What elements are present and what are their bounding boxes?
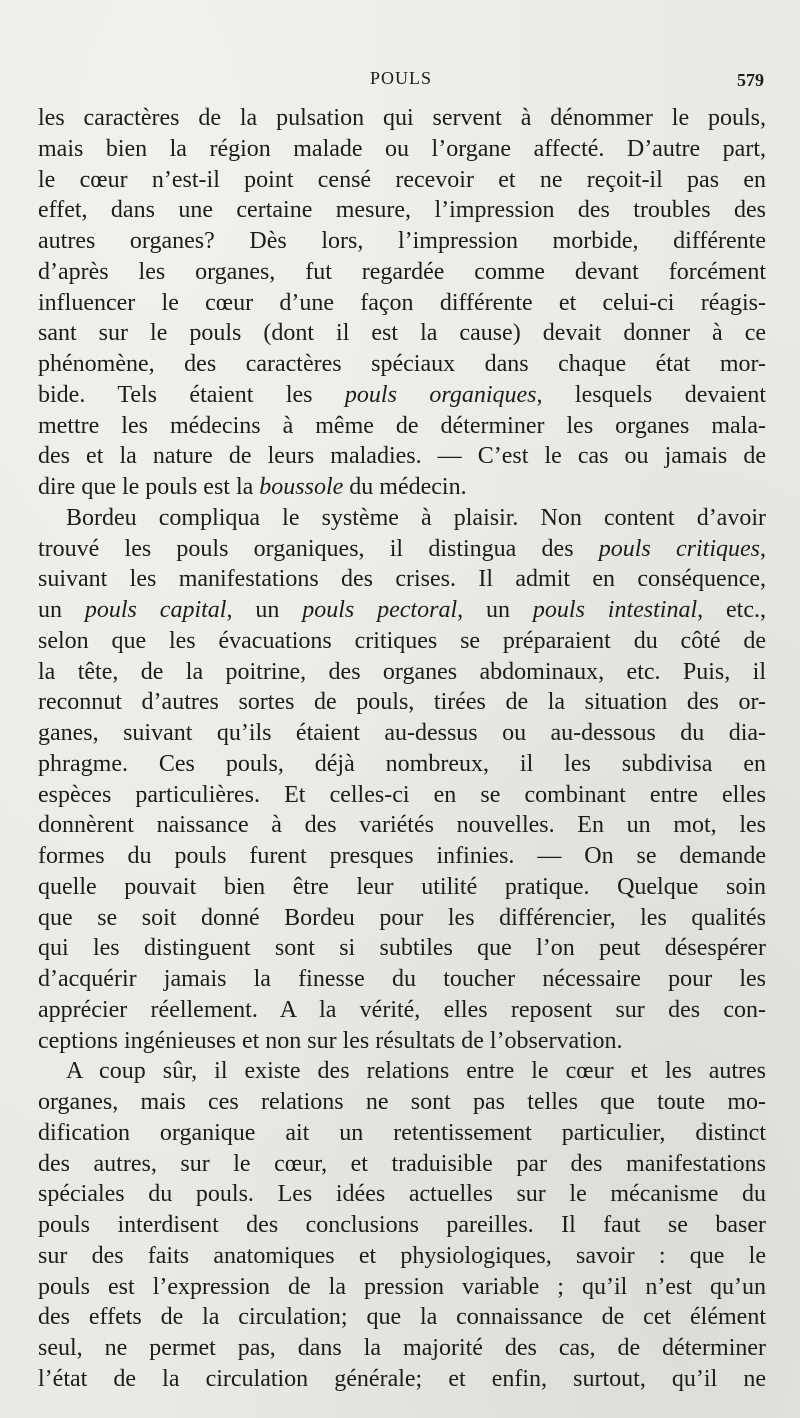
italic-term: pouls critiques [598, 535, 760, 562]
text-span: trouvé les pouls organiques, il distingua des [38, 535, 599, 562]
text-line [38, 687, 766, 718]
text-span: mais bien la région malade ou l’organe affecté. D’autre part, [38, 135, 766, 162]
text-line [38, 1333, 766, 1364]
text-line [38, 564, 766, 595]
text-span: apprécier réellement. A la vérité, elles reposent sur des con- [38, 996, 766, 1023]
italic-term: pouls capital [84, 597, 227, 623]
text-span: des effets de la circulation; que la connaissance de cet élément [38, 1304, 766, 1331]
text-span: sant sur le pouls (dont il est la cause) devait donner à ce [38, 320, 766, 347]
text-span: , lesquels devaient [536, 381, 766, 408]
text-span: reconnut d’autres sortes de pouls, tirées de la situation des or- [38, 689, 766, 716]
text-span: l’état de la circulation générale; et enfin, surtout, qu’il ne [38, 1365, 766, 1392]
text-span: donnèrent naissance à des variétés nouvelles. En un mot, les [38, 812, 766, 839]
text-line [38, 103, 766, 134]
text-span: , [760, 535, 766, 562]
text-span: des autres, sur le cœur, et traduisible par des manifestations [38, 1150, 766, 1177]
text-line [38, 1056, 766, 1087]
text-span: qui les distinguent sont si subtiles que l’on peut désespérer [38, 935, 766, 962]
text-line [38, 657, 766, 688]
text-span: sur des faits anatomiques et physiologiques, savoir : que le [38, 1242, 766, 1269]
text-span: , un [226, 597, 303, 623]
text-span: les caractères de la pulsation qui servent à dénommer le pouls, [38, 105, 766, 131]
text-span: espèces particulières. Et celles-ci en se combinant entre elles [38, 781, 766, 808]
page-header [38, 66, 764, 96]
text-line [38, 195, 766, 226]
text-span: dire que le pouls est la [38, 474, 260, 500]
text-span: quelle pouvait bien être leur utilité pratique. Quelque soin [38, 873, 766, 900]
text-line [38, 1364, 766, 1395]
text-span: influencer le cœur d’une façon différente et celui-ci réagis- [38, 289, 766, 316]
text-span: ganes, suivant qu’ils étaient au-dessus ou au-dessous du dia- [38, 720, 766, 746]
text-line [38, 964, 766, 995]
text-span: organes, mais ces relations ne sont pas telles que toute mo- [38, 1089, 766, 1115]
italic-term: pouls intestinal [532, 597, 698, 623]
text-line [38, 1179, 766, 1210]
text-line [38, 872, 766, 903]
italic-term: boussole [259, 474, 344, 500]
text-span: effet, dans une certaine mesure, l’impression des troubles des [38, 197, 766, 224]
text-line [38, 226, 766, 257]
text-span: des et la nature de leurs maladies. — C’est le cas ou jamais de [38, 443, 766, 470]
text-span: du médecin. [343, 474, 467, 500]
text-line [38, 441, 766, 472]
text-line [38, 626, 766, 657]
text-span: que se soit donné Bordeu pour les différencier, les qualités [38, 904, 766, 931]
text-line [38, 1149, 766, 1180]
text-line [38, 995, 766, 1026]
text-line [38, 257, 766, 288]
text-span: la tête, de la poitrine, des organes abdominaux, etc. Puis, il [38, 658, 766, 685]
text-span: autres organes? Dès lors, l’impression morbide, différente [38, 228, 766, 254]
text-span: mettre les médecins à même de déterminer les organes mala- [38, 412, 766, 439]
text-span: , un [457, 597, 533, 623]
text-line [38, 1241, 766, 1272]
text-span: seul, ne permet pas, dans la majorité des cas, de déterminer [38, 1335, 766, 1361]
text-line [38, 318, 766, 349]
text-line [38, 411, 766, 442]
text-line [38, 1087, 766, 1118]
text-span: formes du pouls furent presques infinies. — On se demande [38, 843, 766, 869]
text-line [38, 749, 766, 780]
text-line [38, 503, 766, 534]
page-number: 579 [737, 70, 764, 90]
text-line [38, 933, 766, 964]
text-span: pouls interdisent des conclusions pareilles. Il faut se baser [38, 1212, 766, 1238]
text-line [38, 595, 766, 626]
text-span: ceptions ingénieuses et non sur les résultats de l’observation. [38, 1027, 623, 1054]
text-span: phénomène, des caractères spéciaux dans chaque état mor- [38, 351, 766, 377]
text-line [38, 1272, 766, 1303]
text-span: spéciales du pouls. Les idées actuelles sur le mécanisme du [38, 1181, 766, 1208]
text-span: phragme. Ces pouls, déjà nombreux, il les subdivisa en [38, 750, 766, 777]
text-line [38, 780, 766, 811]
text-line [38, 134, 766, 165]
text-line [38, 1302, 766, 1333]
text-line [38, 903, 766, 934]
text-line [38, 380, 766, 411]
text-span: suivant les manifestations des crises. Il admit en conséquence, [38, 566, 766, 593]
text-line [38, 1118, 766, 1149]
text-span: pouls est l’expression de la pression variable ; qu’il n’est qu’un [38, 1273, 766, 1300]
text-line [38, 165, 766, 196]
text-span: , etc., [697, 597, 767, 623]
text-span: dification organique ait un retentissement particulier, distinct [38, 1119, 766, 1146]
text-line [38, 472, 766, 503]
body-text [38, 103, 766, 1395]
text-line [38, 288, 766, 319]
text-line [38, 349, 766, 380]
text-span: un [38, 597, 85, 623]
text-line [38, 718, 766, 749]
text-span: d’acquérir jamais la finesse du toucher nécessaire pour les [38, 966, 766, 992]
text-span: d’après les organes, fut regardée comme devant forcément [38, 258, 766, 285]
text-span: bide. Tels étaient les [38, 381, 345, 408]
text-span: A coup sûr, il existe des relations entre le cœur et les autres [66, 1058, 766, 1085]
italic-term: pouls organiques [344, 381, 537, 408]
text-span: Bordeu compliqua le système à plaisir. Non content d’avoir [66, 504, 766, 531]
text-line [38, 1026, 766, 1057]
text-span: le cœur n’est-il point censé recevoir et ne reçoit-il pas en [38, 166, 766, 193]
text-line [38, 841, 766, 872]
text-line [38, 534, 766, 565]
running-head: POULS [369, 68, 432, 88]
text-line [38, 1210, 766, 1241]
italic-term: pouls pectoral [302, 597, 458, 623]
text-span: selon que les évacuations critiques se préparaient du côté de [38, 627, 766, 654]
text-line [38, 810, 766, 841]
